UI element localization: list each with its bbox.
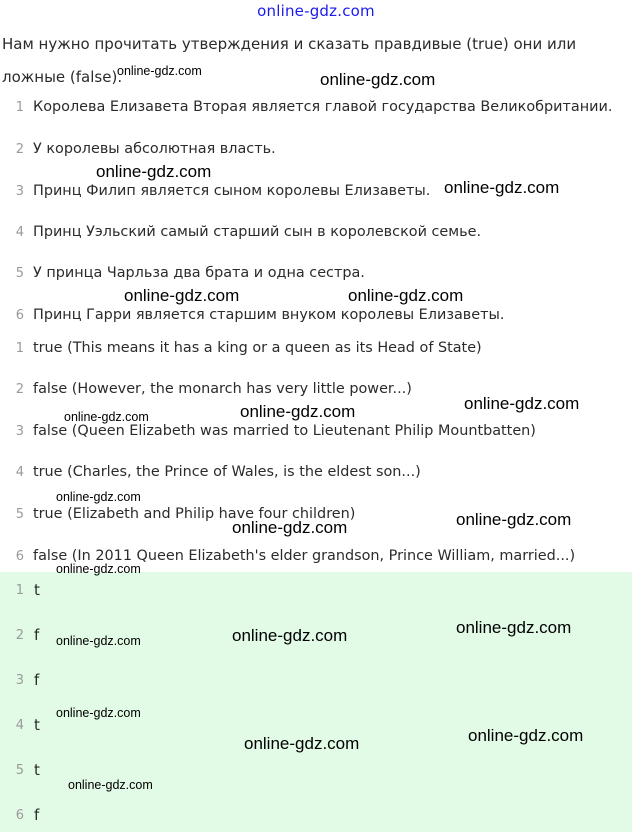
evidence-item bbox=[0, 377, 412, 401]
line-number: 5 bbox=[15, 762, 24, 778]
watermark: online-gdz.com bbox=[124, 286, 240, 305]
statement-text: У королевы абсолютная власть. bbox=[33, 141, 276, 157]
evidence-text: true (This means it has a king or a queen as its Head of State) bbox=[33, 340, 482, 356]
watermark: online-gdz.com bbox=[348, 286, 464, 305]
statement-text: Принц Филип является сыном королевы Елизаветы. bbox=[33, 183, 431, 199]
answer-item bbox=[0, 758, 40, 782]
line-number: 3 bbox=[15, 183, 24, 199]
line-number: 4 bbox=[15, 224, 24, 240]
line-number: 4 bbox=[15, 464, 24, 480]
watermark: online-gdz.com bbox=[56, 490, 141, 504]
site-header-link[interactable]: online-gdz.com bbox=[257, 2, 375, 20]
watermark: online-gdz.com bbox=[56, 562, 141, 576]
line-number: 1 bbox=[15, 340, 24, 356]
line-number: 2 bbox=[15, 381, 24, 397]
statement-text: Принц Гарри является старшим внуком королевы Елизаветы. bbox=[33, 307, 505, 323]
answer-text: t bbox=[34, 716, 40, 734]
answer-item bbox=[0, 713, 40, 737]
answer-text: f bbox=[34, 806, 40, 824]
watermark: online-gdz.com bbox=[456, 510, 572, 529]
answer-text: f bbox=[34, 671, 40, 689]
line-number: 2 bbox=[15, 141, 24, 157]
statement-text: У принца Чарльза два брата и одна сестра. bbox=[33, 265, 365, 281]
line-number: 5 bbox=[15, 265, 24, 281]
line-number: 6 bbox=[15, 807, 24, 823]
answer-item bbox=[0, 668, 39, 692]
watermark: online-gdz.com bbox=[56, 706, 141, 720]
evidence-item bbox=[0, 336, 482, 360]
evidence-text: false (In 2011 Queen Elizabeth's elder grandson, Prince William, married...) bbox=[33, 548, 576, 564]
line-number: 3 bbox=[15, 423, 24, 439]
answer-item bbox=[0, 623, 39, 647]
answer-text: f bbox=[34, 626, 40, 644]
evidence-text: false (Queen Elizabeth was married to Lieutenant Philip Mountbatten) bbox=[33, 423, 536, 439]
answer-item bbox=[0, 578, 40, 602]
line-number: 4 bbox=[15, 717, 24, 733]
statement-text: Королева Елизавета Вторая является главой государства Великобритании. bbox=[33, 99, 613, 115]
evidence-text: true (Charles, the Prince of Wales, is the eldest son...) bbox=[33, 464, 421, 480]
statement-item bbox=[0, 261, 365, 285]
answers-panel bbox=[0, 572, 632, 832]
watermark: online-gdz.com bbox=[96, 162, 212, 181]
watermark: online-gdz.com bbox=[232, 626, 348, 645]
line-number: 1 bbox=[15, 582, 24, 598]
line-number: 3 bbox=[15, 672, 24, 688]
watermark: online-gdz.com bbox=[117, 64, 202, 78]
watermark: online-gdz.com bbox=[464, 394, 580, 413]
evidence-text: true (Elizabeth and Philip have four children) bbox=[33, 506, 356, 522]
watermark: online-gdz.com bbox=[444, 178, 560, 197]
watermark: online-gdz.com bbox=[232, 518, 348, 537]
answer-item bbox=[0, 803, 39, 827]
watermark: online-gdz.com bbox=[64, 410, 149, 424]
statement-item bbox=[0, 303, 504, 327]
evidence-item bbox=[0, 460, 421, 484]
statement-item bbox=[0, 95, 612, 119]
watermark: online-gdz.com bbox=[68, 778, 153, 792]
statement-text: Принц Уэльский самый старший сын в королевской семье. bbox=[33, 224, 482, 240]
line-number: 2 bbox=[15, 627, 24, 643]
watermark: online-gdz.com bbox=[468, 726, 584, 745]
line-number: 6 bbox=[15, 307, 24, 323]
watermark: online-gdz.com bbox=[320, 70, 436, 89]
watermark: online-gdz.com bbox=[456, 618, 572, 637]
line-number: 5 bbox=[15, 506, 24, 522]
watermark: online-gdz.com bbox=[56, 634, 141, 648]
statement-item bbox=[0, 220, 481, 244]
statement-item bbox=[0, 137, 276, 161]
answer-text: t bbox=[34, 761, 40, 779]
watermark: online-gdz.com bbox=[244, 734, 360, 753]
line-number: 1 bbox=[15, 99, 24, 115]
statement-item bbox=[0, 179, 430, 203]
task-intro: Нам нужно прочитать утверждения и сказать правдивые (true) они или ложные (false). bbox=[2, 35, 577, 86]
line-number: 6 bbox=[15, 548, 24, 564]
answer-text: t bbox=[34, 581, 40, 599]
evidence-text: false (However, the monarch has very little power...) bbox=[33, 381, 412, 397]
watermark: online-gdz.com bbox=[240, 402, 356, 421]
